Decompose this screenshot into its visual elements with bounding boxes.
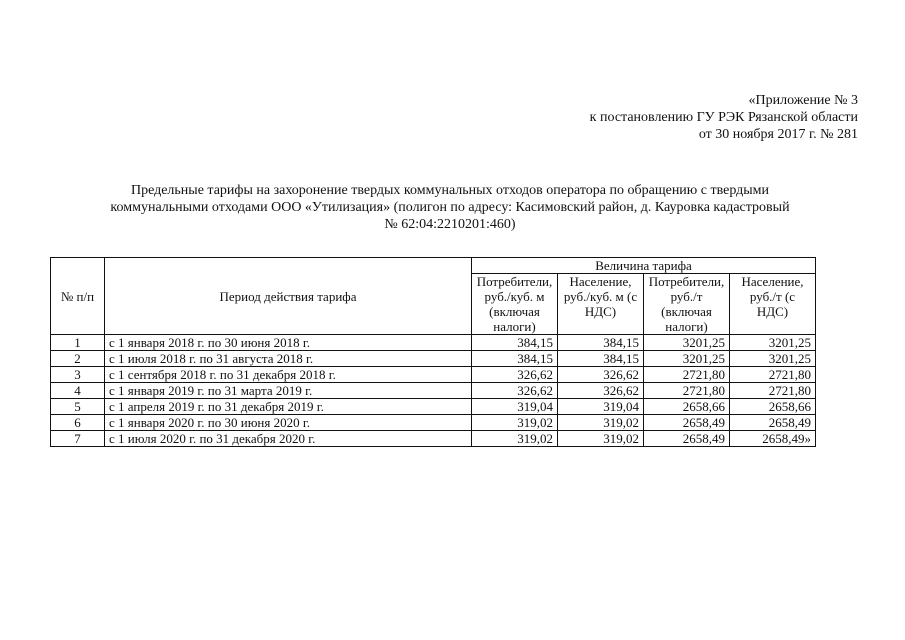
row-value-4: 2658,66 (730, 399, 816, 415)
row-number: 4 (51, 383, 105, 399)
row-number: 2 (51, 351, 105, 367)
row-period: с 1 сентября 2018 г. по 31 декабря 2018 г. (105, 367, 472, 383)
header-consumers-per-m3: Потребители, руб./куб. м (включая налоги) (472, 274, 558, 335)
row-value-3: 2658,66 (644, 399, 730, 415)
row-value-3: 2658,49 (644, 415, 730, 431)
row-value-4: 2658,49» (730, 431, 816, 447)
document-title (60, 182, 840, 233)
header-consumers-per-t: Потребители, руб./т (включая налоги) (644, 274, 730, 335)
row-value-2: 326,62 (558, 383, 644, 399)
row-value-4: 2658,49 (730, 415, 816, 431)
tariff-table (50, 257, 816, 447)
row-value-2: 384,15 (558, 335, 644, 351)
row-number: 5 (51, 399, 105, 415)
header-population-per-m3: Население, руб./куб. м (с НДС) (558, 274, 644, 335)
row-number: 3 (51, 367, 105, 383)
row-value-1: 326,62 (472, 383, 558, 399)
table-row (51, 367, 816, 383)
table-row (51, 399, 816, 415)
row-value-4: 3201,25 (730, 351, 816, 367)
row-value-4: 2721,80 (730, 367, 816, 383)
title-line-1: Предельные тарифы на захоронение твердых коммунальных отходов оператора по обращению с твердыми (130, 183, 770, 198)
row-value-2: 384,15 (558, 351, 644, 367)
row-value-2: 319,04 (558, 399, 644, 415)
table-row (51, 431, 816, 447)
row-value-3: 3201,25 (644, 335, 730, 351)
row-value-2: 326,62 (558, 367, 644, 383)
row-period: с 1 января 2018 г. по 30 июня 2018 г. (105, 335, 472, 351)
header-population-per-t: Население, руб./т (с НДС) (730, 274, 816, 335)
row-value-3: 3201,25 (644, 351, 730, 367)
row-value-1: 319,02 (472, 431, 558, 447)
row-period: с 1 апреля 2019 г. по 31 декабря 2019 г. (105, 399, 472, 415)
row-value-2: 319,02 (558, 431, 644, 447)
row-period: с 1 июля 2020 г. по 31 декабря 2020 г. (105, 431, 472, 447)
row-value-1: 384,15 (472, 335, 558, 351)
row-value-3: 2721,80 (644, 383, 730, 399)
table-row (51, 351, 816, 367)
row-value-1: 384,15 (472, 351, 558, 367)
table-row (51, 415, 816, 431)
title-line-2: коммунальными отходами ООО «Утилизация» (полигон по адресу: Касимовский район, д. Кауровка кадастровый (110, 200, 790, 215)
header-number: № п/п (51, 258, 105, 335)
row-value-3: 2721,80 (644, 367, 730, 383)
row-value-2: 319,02 (558, 415, 644, 431)
appendix-line-3: от 30 ноября 2017 г. № 281 (698, 127, 858, 142)
table-row (51, 335, 816, 351)
title-line-3: № 62:04:2210201:460) (384, 217, 516, 232)
table-row (51, 383, 816, 399)
row-period: с 1 июля 2018 г. по 31 августа 2018 г. (105, 351, 472, 367)
row-value-4: 2721,80 (730, 383, 816, 399)
header-period: Период действия тарифа (105, 258, 472, 335)
row-value-3: 2658,49 (644, 431, 730, 447)
row-period: с 1 января 2019 г. по 31 марта 2019 г. (105, 383, 472, 399)
appendix-reference (590, 92, 858, 143)
row-number: 7 (51, 431, 105, 447)
row-number: 6 (51, 415, 105, 431)
row-value-1: 319,04 (472, 399, 558, 415)
row-value-1: 319,02 (472, 415, 558, 431)
appendix-line-2: к постановлению ГУ РЭК Рязанской области (589, 110, 858, 125)
row-value-4: 3201,25 (730, 335, 816, 351)
row-value-1: 326,62 (472, 367, 558, 383)
appendix-line-1: «Приложение № 3 (748, 93, 858, 108)
row-period: с 1 января 2020 г. по 30 июня 2020 г. (105, 415, 472, 431)
header-tariff-value: Величина тарифа (472, 258, 816, 274)
row-number: 1 (51, 335, 105, 351)
